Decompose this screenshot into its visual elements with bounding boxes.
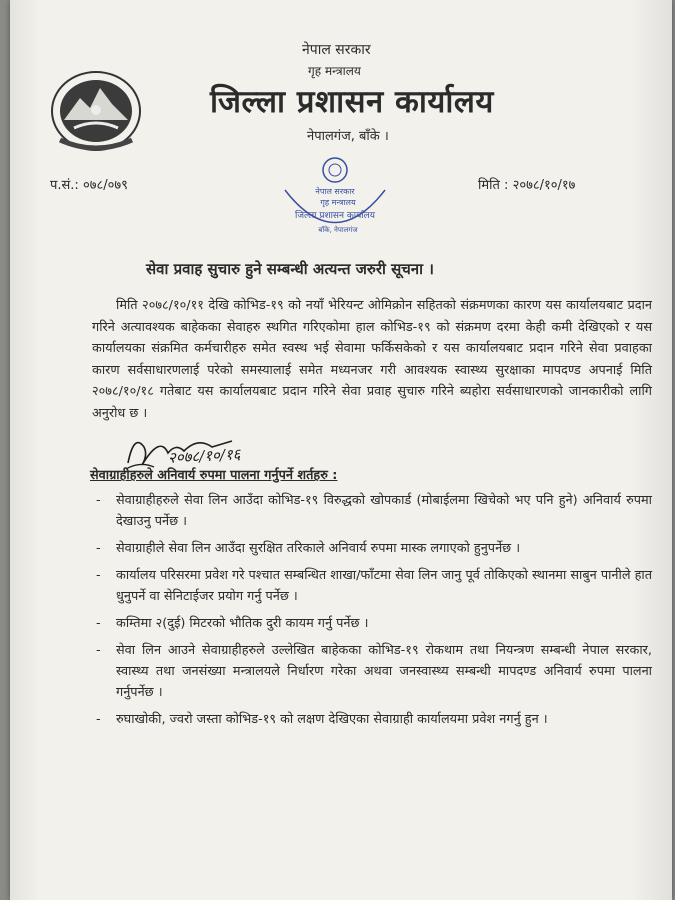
notice-body: मिति २०७८/१०/११ देखि कोभिड-१९ को नयाँ भेरियन्ट ओमिक्रोन सहितको संक्रमणका कारण यस कार्यालयबाट प्रदान गरिने अत्यावश्यक बाहेकका सेवाहरु स्थगित गरिएकोमा हाल कोभिड-१९ को संक्रमण दरमा केही कमी देखिएको र यस कार्यालयका संक्रमित कर्मचारीहरु समेत स्वस्थ भई सेवामा फर्किसकेको र यस कार्यालयबाट प्रदान गरिने सेवा प्रवाहका कारण सर्वसाधारणलाई परेको समस्यालाई समेत मध्यनजर गरी आवश्यक स्वास्थ्य सुरक्षाका मापदण्ड अपनाई मिति २०७८/१०/१८ गतेबाट यस कार्यालयबाट प्रदान गरिने सेवा प्रवाह सुचारु गरिने ब्यहोरा सर्वसाधारणको जानकारीको लागि अनुरोध छ । [92, 298, 652, 421]
list-item: - सेवाग्राहीले सेवा लिन आउँदा सुरक्षित तरिकाले अनिवार्य रुपमा मास्क लगाएको हुनुपर्नेछ । [92, 538, 652, 559]
list-item: - सेवा लिन आउने सेवाग्राहीहरुले उल्लेखित बाहेकका कोभिड-१९ रोकथाम तथा नियन्त्रण सम्बन्धी नेपाल सरकार, स्वास्थ्य तथा जनसंख्या मन्त्रालयले निर्धारण गरेका अथवा जनस्वास्थ्य सम्बन्धी मापदण्ड अनिवार्य रुपमा पालना गर्नुपर्नेछ । [92, 640, 652, 703]
list-item: - कार्यालय परिसरमा प्रवेश गरे पश्चात सम्बन्धित शाखा/फाँटमा सेवा लिन जानु पूर्व तोकिएको स्थानमा साबुन पानीले हात धुनुपर्ने वा सेनिटाईजर प्रयोग गर्नु पर्नेछ । [92, 565, 652, 607]
stamp-line-4: बाँके, नेपालगंज [318, 226, 358, 234]
ministry-name: गृह मन्त्रालय [308, 64, 361, 78]
conditions-list [92, 490, 652, 736]
stamp-line-1: नेपाल सरकार [315, 187, 355, 196]
stamp-line-3: जिल्ला प्रशासन कार्यालय [295, 211, 375, 221]
reference-number: प.सं.: ०७८/०७९ [50, 178, 128, 193]
office-stamp [280, 150, 390, 250]
government-name: नेपाल सरकार [302, 42, 371, 58]
notice-subject: सेवा प्रवाह सुचारु हुने सम्बन्धी अत्यन्त जरुरी सूचना । [146, 260, 434, 278]
office-location: नेपालगंज, बाँके । [307, 129, 389, 144]
signature-date: २०७८/१०/१६ [167, 445, 241, 467]
list-item: - रुघाखोकी, ज्वरो जस्ता कोभिड-१९ को लक्षण देखिएका सेवाग्राही कार्यालयमा प्रवेश नगर्नु हुन । [92, 709, 652, 730]
notice-date: मिति : २०७८/१०/१७ [478, 178, 576, 193]
nepal-emblem-icon [50, 70, 142, 152]
stamp-line-2: गृह मन्त्रालय [320, 198, 356, 207]
list-item: - सेवाग्राहीहरुले सेवा लिन आउँदा कोभिड-१९ विरुद्धको खोपकार्ड (मोबाईलमा खिचेको भए पनि हुने) अनिवार्य रुपमा देखाउनु पर्नेछ । [92, 490, 652, 532]
list-item: - कम्तिमा २(दुई) मिटरको भौतिक दुरी कायम गर्नु पर्नेछ । [92, 613, 652, 634]
conditions-heading: सेवाग्राहीहरुले अनिवार्य रुपमा पालना गर्नुपर्ने शर्तहरु : [90, 468, 338, 483]
office-title: जिल्ला प्रशासन कार्यालय [210, 84, 494, 120]
notice-paper [10, 0, 672, 900]
